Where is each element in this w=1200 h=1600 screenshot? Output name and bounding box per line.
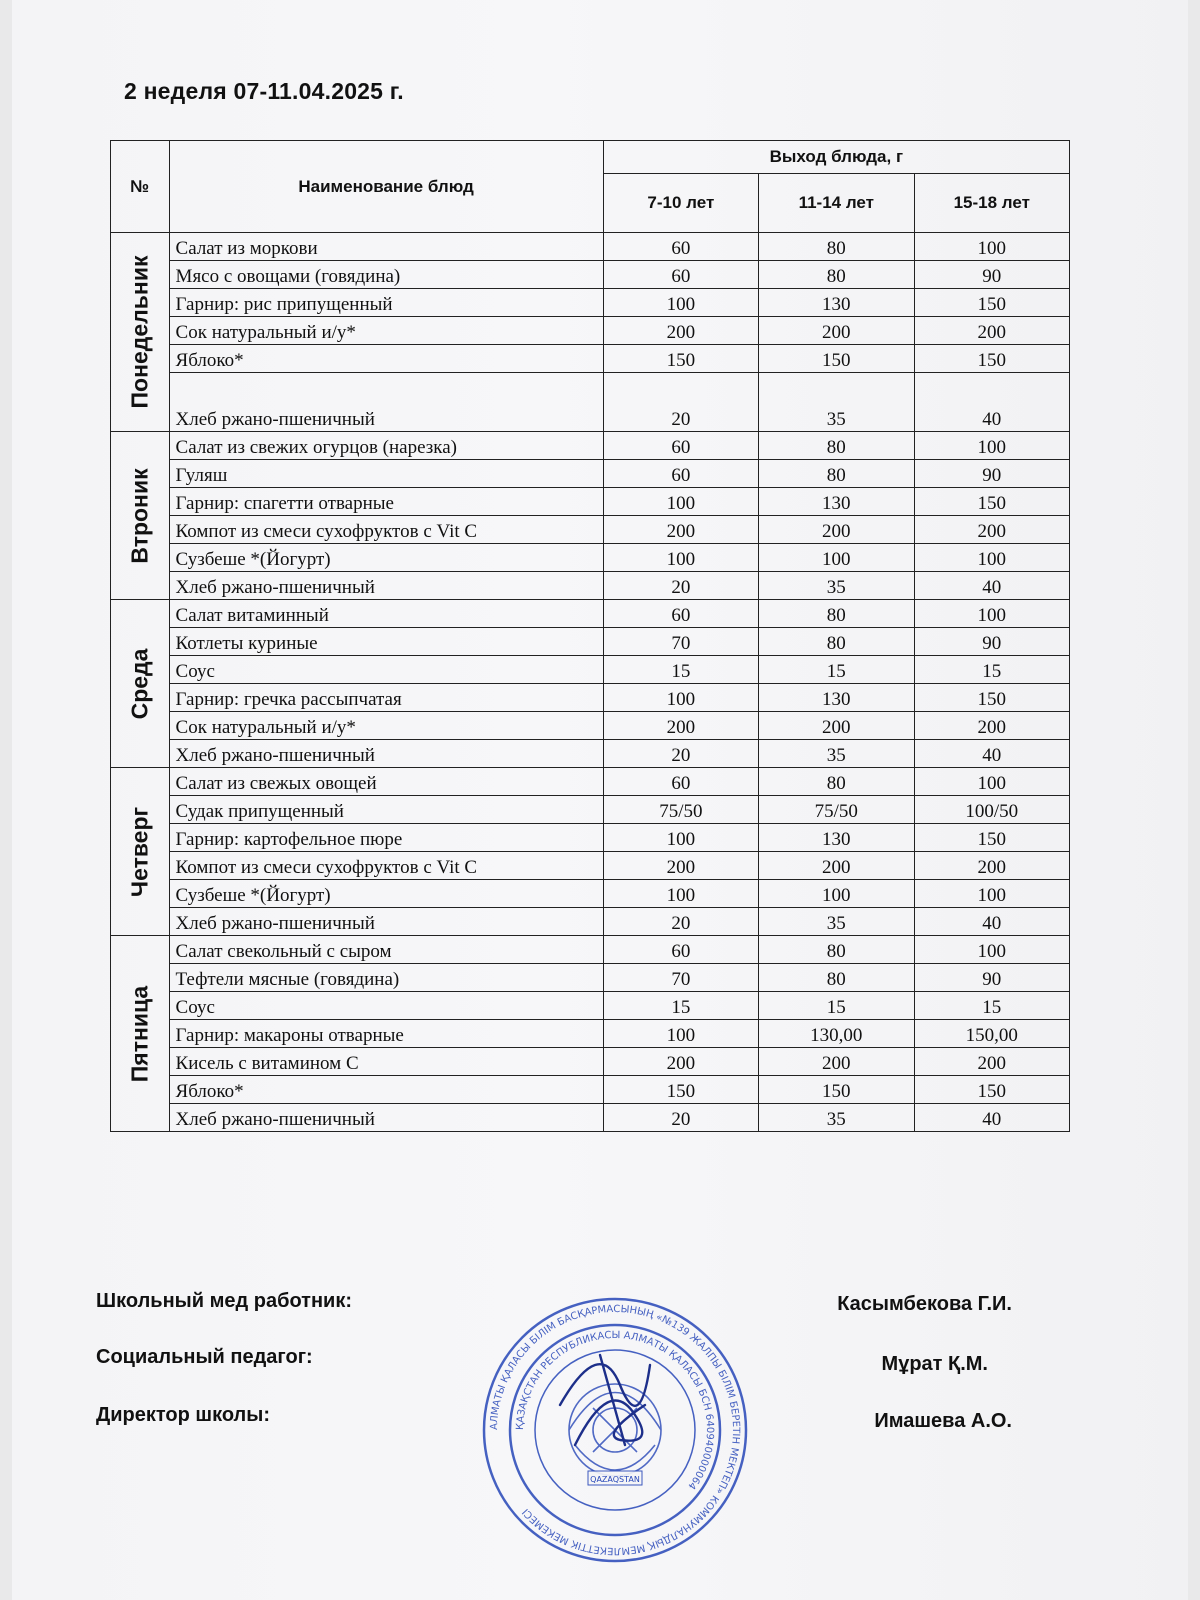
dish-name: Соус [169, 992, 603, 1020]
portion-value: 200 [603, 712, 758, 740]
portion-value: 100 [603, 824, 758, 852]
dish-name: Компот из смеси сухофруктов с Vit C [169, 852, 603, 880]
table-row [111, 880, 1070, 908]
portion-value: 15 [914, 656, 1069, 684]
portion-value: 100 [603, 289, 758, 317]
dish-name: Гарнир: рис припущенный [169, 289, 603, 317]
portion-value: 200 [759, 1048, 914, 1076]
portion-value: 150 [914, 289, 1069, 317]
portion-value: 200 [759, 516, 914, 544]
portion-value: 100 [603, 488, 758, 516]
portion-value: 100 [914, 544, 1069, 572]
portion-value: 130 [759, 289, 914, 317]
table-row [111, 1076, 1070, 1104]
menu-body [111, 233, 1070, 1132]
dish-name: Компот из смеси сухофруктов с Vit C [169, 516, 603, 544]
portion-value: 60 [603, 768, 758, 796]
portion-value: 15 [603, 656, 758, 684]
day-cell [111, 768, 170, 936]
table-row [111, 289, 1070, 317]
portion-value: 90 [914, 628, 1069, 656]
portion-value: 130 [759, 824, 914, 852]
table-row [111, 908, 1070, 936]
portion-value: 15 [759, 992, 914, 1020]
portion-value: 20 [603, 908, 758, 936]
portion-value: 130,00 [759, 1020, 914, 1048]
portion-value: 150 [759, 345, 914, 373]
table-row [111, 317, 1070, 345]
portion-value: 200 [603, 852, 758, 880]
portion-value: 80 [759, 600, 914, 628]
portion-value: 100 [603, 880, 758, 908]
portion-value: 150,00 [914, 1020, 1069, 1048]
table-row [111, 656, 1070, 684]
table-row [111, 936, 1070, 964]
portion-value: 100 [914, 233, 1069, 261]
portion-value: 100 [759, 880, 914, 908]
table-row [111, 516, 1070, 544]
portion-value: 150 [759, 1076, 914, 1104]
table-row [111, 544, 1070, 572]
portion-value: 60 [603, 936, 758, 964]
table-row [111, 261, 1070, 289]
table-row [111, 1104, 1070, 1132]
dish-name: Гарнир: макароны отварные [169, 1020, 603, 1048]
stamp-outer-text: АЛМАТЫ ҚАЛАСЫ БІЛІМ БАСҚАРМАСЫНЫҢ «№139 ЖАЛПЫ БІЛІМ БЕРЕТІН МЕКТЕП» КОММУНАЛДЫҚ МЕМЛЕКЕТТІК МЕКЕМЕСІ [488, 1303, 742, 1557]
portion-value: 100 [603, 1020, 758, 1048]
table-row [111, 1048, 1070, 1076]
portion-value: 200 [914, 317, 1069, 345]
dish-name: Кисель с витамином С [169, 1048, 603, 1076]
table-row [111, 740, 1070, 768]
portion-value: 80 [759, 233, 914, 261]
portion-value: 100/50 [914, 796, 1069, 824]
official-stamp [480, 1295, 750, 1565]
portion-value: 80 [759, 964, 914, 992]
portion-value: 80 [759, 768, 914, 796]
portion-value: 40 [914, 373, 1069, 432]
pedagog-name: Мұрат Қ.М. [881, 1353, 988, 1375]
stamp-emblem-text: QAZAQSTAN [590, 1475, 640, 1484]
nurse-name: Касымбекова Г.И. [837, 1293, 1012, 1315]
portion-value: 40 [914, 572, 1069, 600]
table-row [111, 628, 1070, 656]
portion-value: 90 [914, 261, 1069, 289]
day-name: Понедельник [126, 255, 153, 409]
portion-value: 60 [603, 261, 758, 289]
portion-value: 60 [603, 432, 758, 460]
dish-name: Гарнир: картофельное пюре [169, 824, 603, 852]
table-row [111, 712, 1070, 740]
portion-value: 40 [914, 740, 1069, 768]
dish-name: Судак припущенный [169, 796, 603, 824]
day-cell [111, 432, 170, 600]
dish-name: Салат из моркови [169, 233, 603, 261]
header-yield: Выход блюда, г [603, 141, 1069, 174]
table-row [111, 432, 1070, 460]
portion-value: 150 [914, 684, 1069, 712]
day-name: Четверг [126, 806, 153, 897]
dish-name: Гарнир: спагетти отварные [169, 488, 603, 516]
day-name: Пятница [126, 985, 153, 1082]
header-num: № [111, 141, 170, 233]
page-title: 2 неделя 07-11.04.2025 г. [124, 78, 404, 104]
table-row [111, 964, 1070, 992]
table-row [111, 373, 1070, 432]
dish-name: Салат из свежых овощей [169, 768, 603, 796]
dish-name: Салат витаминный [169, 600, 603, 628]
portion-value: 80 [759, 460, 914, 488]
pedagog-role: Социальный педагог: [96, 1346, 313, 1368]
dish-name: Хлеб ржано-пшеничный [169, 572, 603, 600]
dish-name: Сузбеше *(Йогурт) [169, 880, 603, 908]
day-cell [111, 936, 170, 1132]
dish-name: Хлеб ржано-пшеничный [169, 1104, 603, 1132]
portion-value: 100 [603, 684, 758, 712]
portion-value: 200 [914, 852, 1069, 880]
portion-value: 35 [759, 740, 914, 768]
portion-value: 90 [914, 460, 1069, 488]
portion-value: 40 [914, 908, 1069, 936]
portion-value: 70 [603, 628, 758, 656]
dish-name: Гуляш [169, 460, 603, 488]
portion-value: 60 [603, 600, 758, 628]
header-age: 11-14 лет [759, 174, 914, 233]
portion-value: 75/50 [603, 796, 758, 824]
header-age: 7-10 лет [603, 174, 758, 233]
nurse-role: Школьный мед работник: [96, 1290, 352, 1312]
portion-value: 80 [759, 628, 914, 656]
table-row [111, 600, 1070, 628]
day-name: Втроник [126, 467, 153, 564]
dish-name: Гарнир: гречка рассыпчатая [169, 684, 603, 712]
dish-name: Сок натуральный и/у* [169, 712, 603, 740]
day-name: Среда [126, 648, 153, 719]
table-row [111, 852, 1070, 880]
portion-value: 150 [914, 488, 1069, 516]
dish-name: Салат из свежих огурцов (нарезка) [169, 432, 603, 460]
portion-value: 150 [603, 1076, 758, 1104]
portion-value: 200 [759, 852, 914, 880]
portion-value: 150 [914, 824, 1069, 852]
dish-name: Мясо с овощами (говядина) [169, 261, 603, 289]
dish-name: Сок натуральный и/у* [169, 317, 603, 345]
table-row [111, 572, 1070, 600]
header-name: Наименование блюд [169, 141, 603, 233]
portion-value: 100 [914, 432, 1069, 460]
header-age: 15-18 лет [914, 174, 1069, 233]
portion-value: 200 [914, 1048, 1069, 1076]
table-row [111, 488, 1070, 516]
portion-value: 150 [914, 345, 1069, 373]
dish-name: Яблоко* [169, 345, 603, 373]
stamp-inner-text: ҚАЗАҚСТАН РЕСПУБЛИКАСЫ АЛМАТЫ ҚАЛАСЫ БСН 640940000064 [514, 1329, 716, 1492]
portion-value: 150 [603, 345, 758, 373]
portion-value: 75/50 [759, 796, 914, 824]
portion-value: 15 [603, 992, 758, 1020]
portion-value: 100 [914, 936, 1069, 964]
dish-name: Соус [169, 656, 603, 684]
portion-value: 200 [759, 712, 914, 740]
table-row [111, 684, 1070, 712]
dish-name: Хлеб ржано-пшеничный [169, 740, 603, 768]
table-row [111, 460, 1070, 488]
portion-value: 100 [914, 880, 1069, 908]
portion-value: 100 [914, 768, 1069, 796]
portion-value: 60 [603, 460, 758, 488]
dish-name: Котлеты куриные [169, 628, 603, 656]
portion-value: 20 [603, 373, 758, 432]
table-row [111, 345, 1070, 373]
portion-value: 70 [603, 964, 758, 992]
menu-table [110, 140, 1070, 1132]
portion-value: 35 [759, 572, 914, 600]
portion-value: 40 [914, 1104, 1069, 1132]
document-sheet [12, 0, 1188, 1600]
portion-value: 150 [914, 1076, 1069, 1104]
portion-value: 20 [603, 1104, 758, 1132]
portion-value: 35 [759, 908, 914, 936]
portion-value: 35 [759, 373, 914, 432]
portion-value: 200 [914, 712, 1069, 740]
portion-value: 130 [759, 488, 914, 516]
portion-value: 100 [914, 600, 1069, 628]
dish-name: Хлеб ржано-пшеничный [169, 908, 603, 936]
portion-value: 20 [603, 740, 758, 768]
dish-name: Тефтели мясные (говядина) [169, 964, 603, 992]
dish-name: Яблоко* [169, 1076, 603, 1104]
portion-value: 100 [603, 544, 758, 572]
portion-value: 80 [759, 261, 914, 289]
portion-value: 35 [759, 1104, 914, 1132]
portion-value: 200 [914, 516, 1069, 544]
dish-name: Хлеб ржано-пшеничный [169, 373, 603, 432]
portion-value: 200 [603, 516, 758, 544]
portion-value: 80 [759, 936, 914, 964]
table-row [111, 796, 1070, 824]
portion-value: 20 [603, 572, 758, 600]
portion-value: 100 [759, 544, 914, 572]
table-row [111, 768, 1070, 796]
day-cell [111, 600, 170, 768]
portion-value: 130 [759, 684, 914, 712]
portion-value: 90 [914, 964, 1069, 992]
day-cell [111, 233, 170, 432]
table-row [111, 1020, 1070, 1048]
portion-value: 15 [759, 656, 914, 684]
dish-name: Салат свекольный с сыром [169, 936, 603, 964]
portion-value: 200 [759, 317, 914, 345]
portion-value: 200 [603, 1048, 758, 1076]
dish-name: Сузбеше *(Йогурт) [169, 544, 603, 572]
table-row [111, 824, 1070, 852]
portion-value: 15 [914, 992, 1069, 1020]
table-row [111, 233, 1070, 261]
director-name: Имашева А.О. [874, 1410, 1012, 1432]
portion-value: 80 [759, 432, 914, 460]
table-row [111, 992, 1070, 1020]
portion-value: 200 [603, 317, 758, 345]
director-role: Директор школы: [96, 1404, 270, 1426]
portion-value: 60 [603, 233, 758, 261]
